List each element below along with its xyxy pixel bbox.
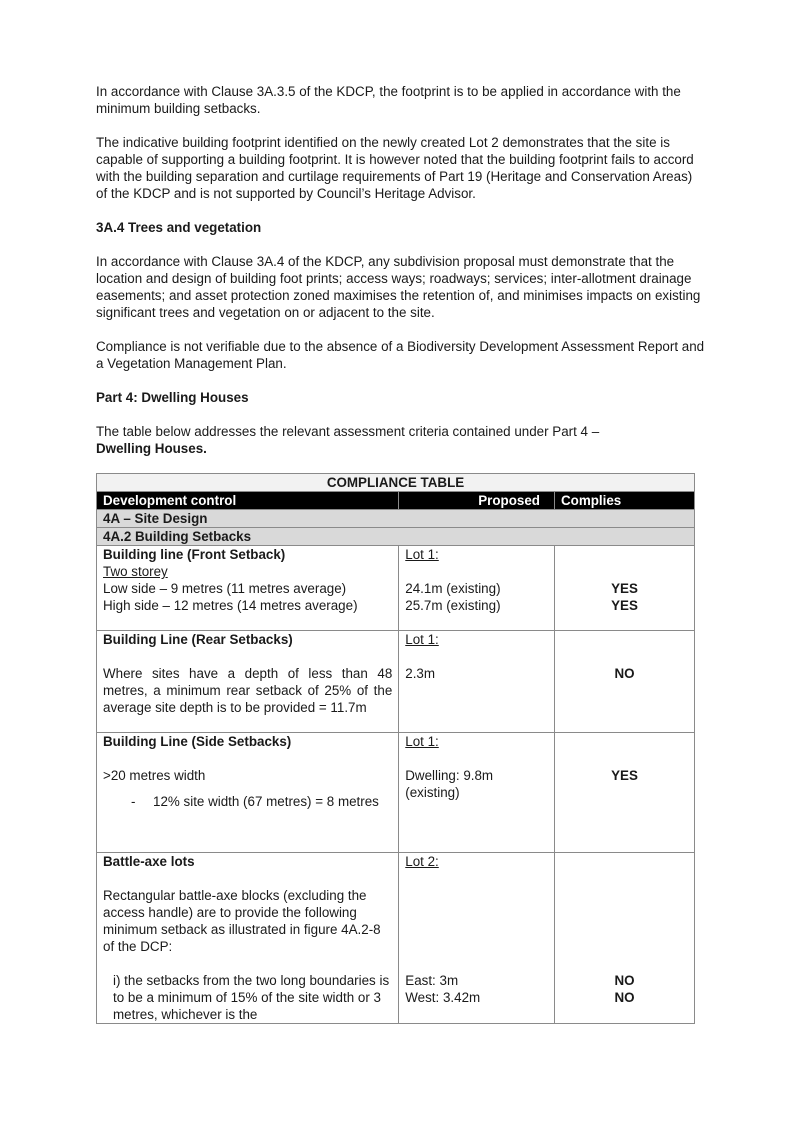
side-setback-complies [554,733,694,853]
table-intro-text: The table below addresses the relevant assessment criteria contained under Part 4 – [96,424,600,439]
rear-setback-text: Where sites have a depth of less than 48 metres, a minimum rear setback of 25% of the average site depth is to be provided = 11.7m [103,666,393,715]
rear-setback-heading: Building Line (Rear Setbacks) [103,632,293,647]
front-setback-complies [554,546,694,631]
side-setback-proposed [399,733,555,853]
battle-west-complies: NO [614,990,635,1005]
battle-axe-lot: Lot 2: [405,854,439,869]
compliance-table [96,473,695,1024]
battle-axe-east: East: 3m [405,973,459,988]
rear-setback-control [97,631,399,733]
side-complies: YES [611,768,638,783]
front-setback-heading: Building line (Front Setback) [103,547,286,562]
heading-trees-vegetation: 3A.4 Trees and vegetation [96,220,262,235]
battle-axe-proposed [399,853,555,1024]
bullet-dash: - [131,794,136,809]
table-intro-bold: Dwelling Houses. [96,441,207,456]
section-row [97,510,695,528]
battle-axe-heading: Battle-axe lots [103,854,195,869]
section-row [97,528,695,546]
table-row [97,733,695,853]
side-setback-bullet [103,793,392,810]
side-setback-control [97,733,399,853]
battle-axe-item: i) the setbacks from the two long boundaries is to be a minimum of 15% of the site width or 3 metres, whichever is the [113,973,390,1022]
side-setback-text: >20 metres width [103,768,206,783]
side-setback-bullet-text: 12% site width (67 metres) = 8 metres [153,794,379,809]
table-row [97,853,695,1024]
side-setback-heading: Building Line (Side Setbacks) [103,734,292,749]
front-setback-proposed [399,546,555,631]
paragraph-footprint: In accordance with Clause 3A.3.5 of the KDCP, the footprint is to be applied in accordance with the minimum building setbacks. [96,84,681,116]
battle-axe-complies [554,853,694,1024]
table-title: COMPLIANCE TABLE [97,474,695,492]
header-proposed: Proposed [399,492,555,510]
front-low-complies: YES [611,581,638,596]
section-building-setbacks: 4A.2 Building Setbacks [97,528,695,546]
rear-setback-proposed [399,631,555,733]
section-site-design: 4A – Site Design [97,510,695,528]
battle-axe-west: West: 3.42m [405,990,481,1005]
side-setback-value: Dwelling: 9.8m (existing) [405,768,494,800]
table-row [97,631,695,733]
rear-setback-lot: Lot 1: [405,632,439,647]
heading-dwelling-houses: Part 4: Dwelling Houses [96,390,249,405]
header-development-control: Development control [97,492,399,510]
battle-east-complies: NO [614,973,635,988]
paragraph-subdivision: In accordance with Clause 3A.4 of the KDCP, any subdivision proposal must demonstrate that the location and design of building foot prints; access ways; roadways; services; inter-allotment drainage easements; and asset protection zoned maximises the retention of, and minimises impacts on existing significant trees and vegetation on or adjacent to the site. [96,254,701,320]
front-setback-lot: Lot 1: [405,547,439,562]
paragraph-compliance: Compliance is not verifiable due to the absence of a Biodiversity Development Assessment Report and a Vegetation Management Plan. [96,339,705,371]
document-body [96,83,706,457]
paragraph-table-intro [96,423,706,457]
front-setback-high-value: 25.7m (existing) [405,598,501,613]
table-row [97,546,695,631]
side-setback-lot: Lot 1: [405,734,439,749]
rear-setback-complies [554,631,694,733]
front-high-complies: YES [611,598,638,613]
table-header-row [97,492,695,510]
battle-axe-control [97,853,399,1024]
battle-axe-text: Rectangular battle-axe blocks (excluding the access handle) are to provide the following minimum setback as illustrated in figure 4A.2-8 of the DCP: [103,888,381,954]
front-setback-sub: Two storey [103,564,168,579]
front-setback-control [97,546,399,631]
header-complies: Complies [554,492,694,510]
rear-setback-value: 2.3m [405,666,436,681]
front-setback-low-value: 24.1m (existing) [405,581,501,596]
front-setback-high: High side – 12 metres (14 metres average) [103,598,358,613]
table-title-row [97,474,695,492]
front-setback-low: Low side – 9 metres (11 metres average) [103,581,347,596]
rear-complies: NO [614,666,635,681]
paragraph-indicative-footprint: The indicative building footprint identified on the newly created Lot 2 demonstrates that the site is capable of supporting a building footprint. It is however noted that the building footprint fails to accord with the building separation and curtilage requirements of Part 19 (Heritage and Conservation Areas) of the KDCP and is not supported by Council’s Heritage Advisor. [96,135,694,201]
